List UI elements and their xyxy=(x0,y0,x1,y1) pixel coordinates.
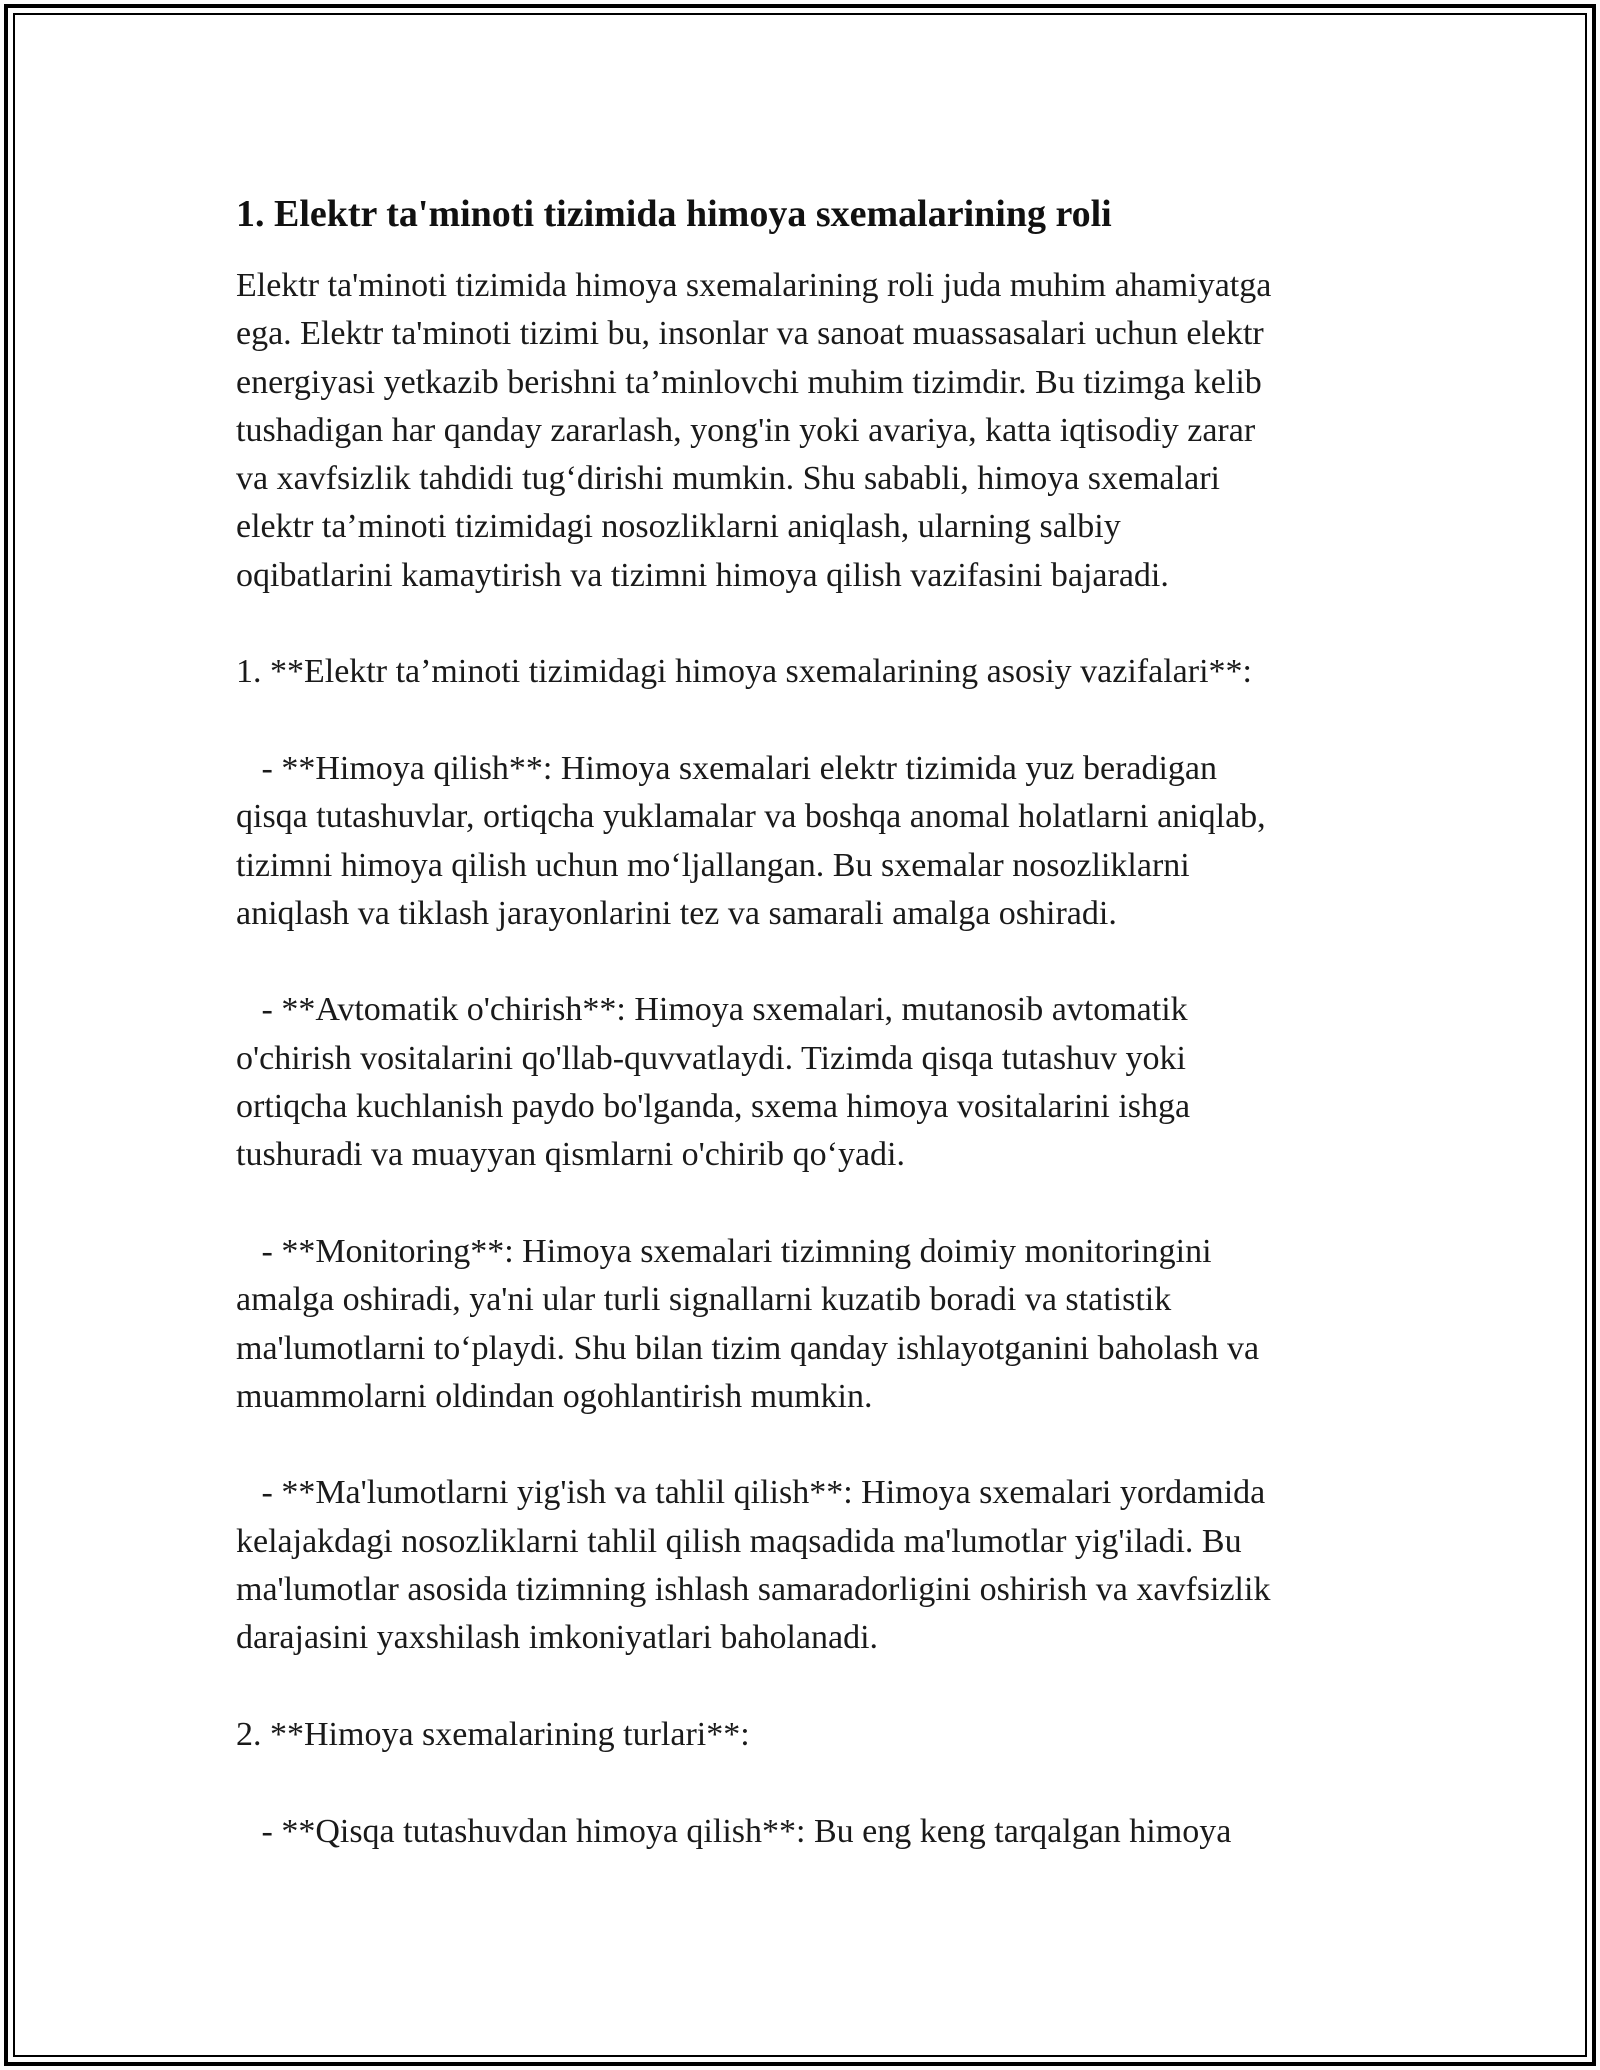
list-item-malumotlarni-yigish: - **Ma'lumotlarni yig'ish va tahlil qilish**: Himoya sxemalari yordamida kelajakdagi nosozliklarni tahlil qilish maqsadida ma'lumotlar yig'iladi. Bu ma'lumotlar asosida tizimning ishlash samaradorligini oshirish va xavfsizlik darajasini yaxshilash imkoniyatlari baholanadi. xyxy=(236,1474,1271,1657)
paragraph-gap xyxy=(236,697,1366,745)
list-heading-main-functions: 1. **Elektr ta’minoti tizimidagi himoya sxemalarining asosiy vazifalari**: xyxy=(236,653,1252,691)
paragraph-gap xyxy=(236,1759,1366,1807)
document-body xyxy=(236,188,1366,1856)
paragraph-gap xyxy=(236,1180,1366,1228)
list-item-qisqa-tutashuv: - **Qisqa tutashuvdan himoya qilish**: Bu eng keng tarqalgan himoya xyxy=(236,1812,1232,1850)
paragraph-gap xyxy=(236,1421,1366,1469)
paragraph-gap xyxy=(236,600,1366,648)
paragraph-gap xyxy=(236,938,1366,986)
intro-paragraph: Elektr ta'minoti tizimida himoya sxemalarining roli juda muhim ahamiyatga ega. Elektr ta'minoti tizimi bu, insonlar va sanoat muassasalari uchun elektr energiyasi yetkazib berishni ta’minlovchi muhim tizimdir. Bu tizimga kelib tushadigan har qanday zararlash, yong'in yoki avariya, katta iqtisodiy zarar va xavfsizlik tahdidi tug‘dirishi mumkin. Shu sababli, himoya sxemalari elektr ta’minoti tizimidagi nosozliklarni aniqlash, ularning salbiy oqibatlarini kamaytirish va tizimni himoya qilish vazifasini bajaradi. xyxy=(236,267,1272,594)
list-item-monitoring: - **Monitoring**: Himoya sxemalari tizimning doimiy monitoringini amalga oshiradi, ya'ni ular turli signallarni kuzatib boradi va statistik ma'lumotlarni to‘playdi. Shu bilan tizim qanday ishlayotganini baholash va muammolarni oldindan ogohlantirish mumkin. xyxy=(236,1232,1260,1415)
list-heading-types: 2. **Himoya sxemalarining turlari**: xyxy=(236,1715,750,1753)
list-item-himoya-qilish: - **Himoya qilish**: Himoya sxemalari elektr tizimida yuz beradigan qisqa tutashuvlar, ortiqcha yuklamalar va boshqa anomal holatlarni aniqlab, tizimni himoya qilish uchun mo‘ljallangan. Bu sxemalar nosozliklarni aniqlash va tiklash jarayonlarini tez va samarali amalga oshiradi. xyxy=(236,749,1266,932)
list-item-avtomatik-ochirish: - **Avtomatik o'chirish**: Himoya sxemalari, mutanosib avtomatik o'chirish vositalarini qo'llab-quvvatlaydi. Tizimda qisqa tutashuv yoki ortiqcha kuchlanish paydo bo'lganda, sxema himoya vositalarini ishga tushuradi va muayyan qismlarni o'chirib qo‘yadi. xyxy=(236,991,1191,1174)
section-heading: 1. Elektr ta'minoti tizimida himoya sxemalarining roli xyxy=(236,193,1112,235)
paragraph-gap xyxy=(236,1663,1366,1711)
